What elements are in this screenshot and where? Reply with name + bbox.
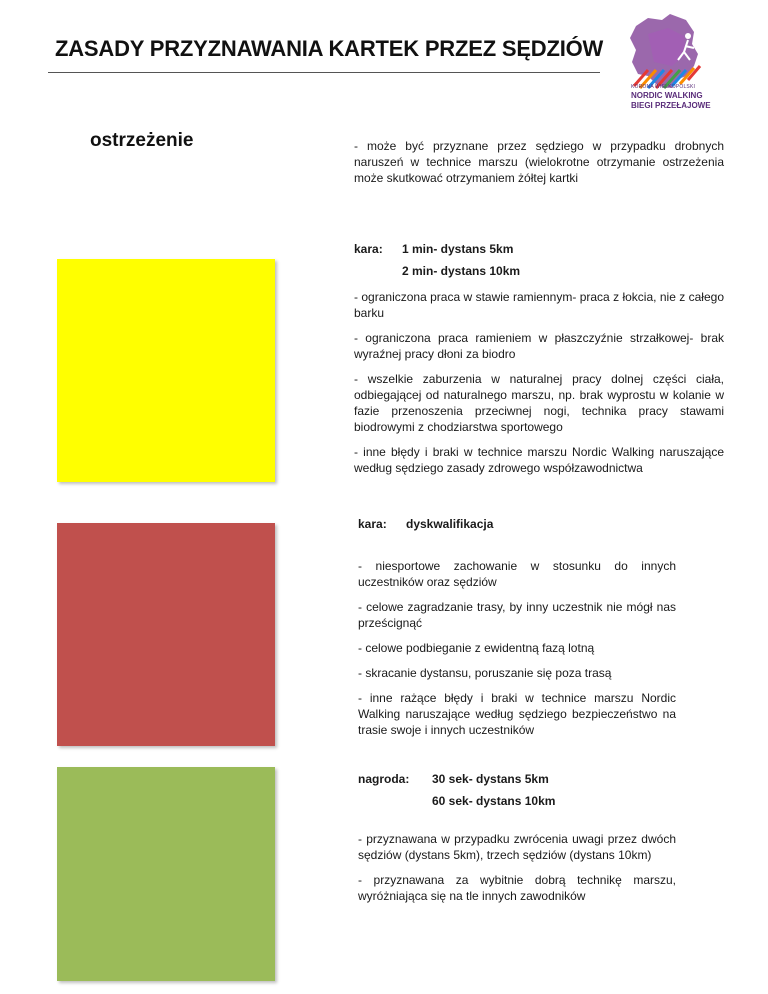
yellow-item: - ograniczona praca ramieniem w płaszczyźnie strzałkowej- brak wyraźnej pracy dłoni za biodro — [354, 331, 724, 361]
red-item: - inne rażące błędy i braki w technice marszu Nordic Walking naruszające według sędziego bezpieczeństwo na trasie swoje i innych uczestników — [358, 691, 676, 737]
page-title: ZASADY PRZYZNAWANIA KARTEK PRZEZ SĘDZIÓW — [55, 36, 604, 61]
yellow-item: - ograniczona praca w stawie ramiennym- praca z łokcia, nie z całego barku — [354, 290, 724, 320]
green-reward-1: 30 sek- dystans 5km — [432, 772, 549, 786]
yellow-card-rules — [354, 241, 724, 485]
yellow-penalty-row-2 — [354, 263, 724, 279]
green-reward-row-1 — [358, 771, 676, 787]
green-reward-label: nagroda: — [358, 772, 410, 786]
logo-caption — [631, 84, 721, 111]
red-penalty: dyskwalifikacja — [406, 517, 494, 531]
red-item: - skracanie dystansu, poruszanie się poza trasą — [358, 666, 612, 680]
red-card — [57, 523, 275, 746]
warning-description: - może być przyznane przez sędziego w przypadku drobnych naruszeń w technice marszu (wielokrotne otrzymanie ostrzeżenia może skutkować otrzymaniem żółtej kartki — [354, 139, 724, 185]
red-card-rules — [358, 516, 676, 747]
green-reward-2: 60 sek- dystans 10km — [432, 794, 556, 808]
yellow-item: - inne błędy i braki w technice marszu Nordic Walking naruszające według sędziego zasady zdrowego współzawodnictwa — [354, 445, 724, 475]
warning-label: ostrzeżenie — [90, 130, 194, 151]
green-card-rules — [358, 771, 676, 913]
logo-line-1: KORONA WIELKOPOLSKI — [631, 84, 696, 90]
logo-line-3: BIEGI PRZEŁAJOWE — [631, 101, 711, 110]
red-item: - celowe zagradzanie trasy, by inny uczestnik nie mógł nas prześcignąć — [358, 600, 676, 630]
green-item: - przyznawana w przypadku zwrócenia uwagi przez dwóch sędziów (dystans 5km), trzech sędziów (dystans 10km) — [358, 832, 676, 862]
red-penalty-row — [358, 516, 676, 532]
yellow-penalty-1: 1 min- dystans 5km — [402, 242, 514, 256]
yellow-penalty-2: 2 min- dystans 10km — [402, 264, 521, 278]
yellow-card — [57, 259, 275, 482]
logo-line-2: NORDIC WALKING — [631, 91, 703, 100]
red-item: - niesportowe zachowanie w stosunku do innych uczestników oraz sędziów — [358, 559, 676, 589]
warning-description-block — [354, 138, 724, 195]
title-underline — [48, 72, 600, 73]
yellow-penalty-row-1 — [354, 241, 724, 257]
green-item: - przyznawana za wybitnie dobrą technikę marszu, wyróżniająca się na tle innych zawodników — [358, 873, 676, 903]
yellow-item: - wszelkie zaburzenia w naturalnej pracy dolnej części ciała, odbiegającej od naturalnego marszu, np. brak wyprostu w kolanie w fazie przenoszenia przeciwnej nogi, technika pracy stawami biodrowymi z chodziarstwa sportowego — [354, 372, 724, 434]
red-penalty-label: kara: — [358, 517, 387, 531]
green-reward-row-2 — [358, 793, 676, 809]
yellow-penalty-label: kara: — [354, 242, 383, 256]
green-card — [57, 767, 275, 981]
red-item: - celowe podbieganie z ewidentną fazą lotną — [358, 641, 595, 655]
